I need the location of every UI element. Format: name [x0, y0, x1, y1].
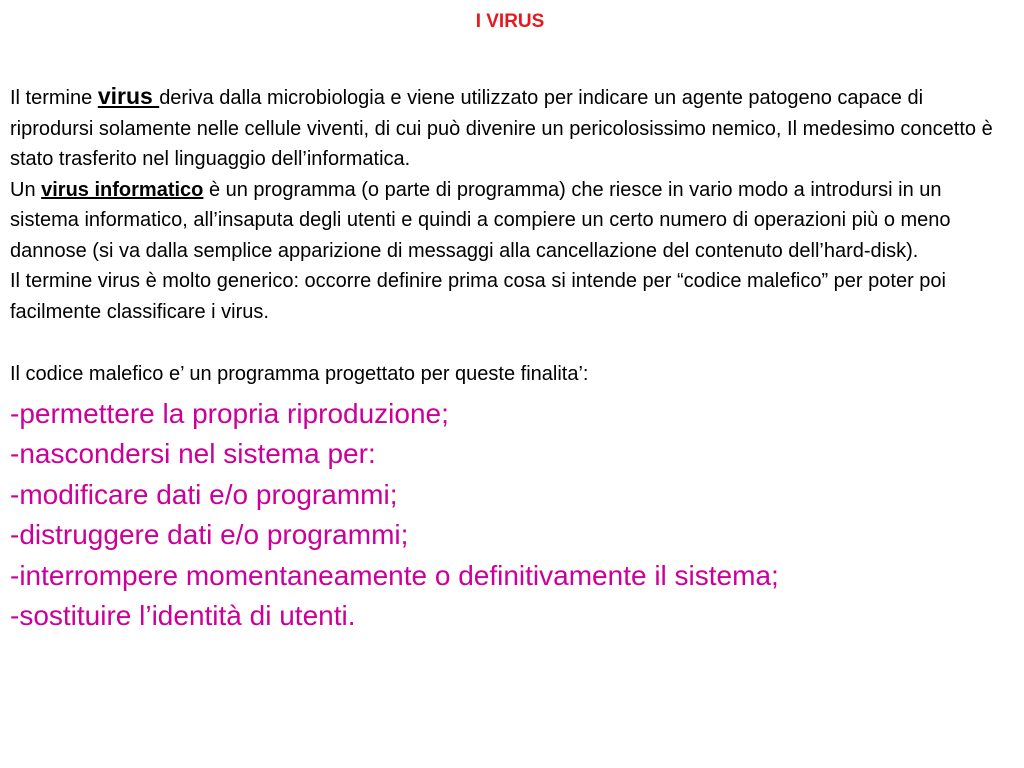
paragraph-1-lead: Il termine — [10, 87, 98, 109]
purpose-list — [10, 394, 1010, 637]
paragraph-gap — [10, 327, 1010, 359]
term-virus-informatico: virus informatico — [41, 178, 204, 201]
title-spacer — [10, 35, 1010, 81]
list-item: -sostituire l’identità di utenti. — [10, 600, 356, 631]
list-item: -distruggere dati e/o programmi; — [10, 519, 409, 550]
paragraph-2-rest: è un programma (o parte di programma) che riesce in vario modo a introdursi in un sistema informatico, all’insaputa degli utenti e quindi a compiere un certo numero di operazioni più o meno dannose (si va dalla semplice apparizione di messaggi alla cancellazione del contenuto dell’hard-disk). — [10, 178, 951, 262]
list-item: -permettere la propria riproduzione; — [10, 397, 449, 429]
paragraph-virus-informatico — [10, 175, 1010, 267]
paragraph-2-lead: Un — [10, 178, 42, 201]
list-item: -modificare dati e/o programmi; — [10, 478, 398, 510]
list-item: -interrompere momentaneamente o definitivamente il sistema; — [10, 559, 779, 591]
paragraph-1-rest: deriva dalla microbiologia e viene utilizzato per indicare un agente patogeno capace di riprodursi solamente nelle cellule viventi, di cui può divenire un pericolosissimo nemico, Il medesimo concetto è stato trasferito nel linguaggio dell’informatica. — [10, 87, 993, 170]
term-virus: virus — [97, 83, 160, 109]
paragraph-generic-term: Il termine virus è molto generico: occorre definire prima cosa si intende per “codice malefico” per poter poi facilmente classificare i virus. — [10, 270, 946, 323]
paragraph-virus-origin — [10, 81, 1010, 175]
paragraph-malicious-code: Il codice malefico e’ un programma progettato per queste finalita’: — [10, 363, 589, 385]
body-text — [10, 81, 1010, 390]
list-item: -nascondersi nel sistema per: — [10, 438, 376, 469]
slide-title: I VIRUS — [475, 11, 545, 32]
